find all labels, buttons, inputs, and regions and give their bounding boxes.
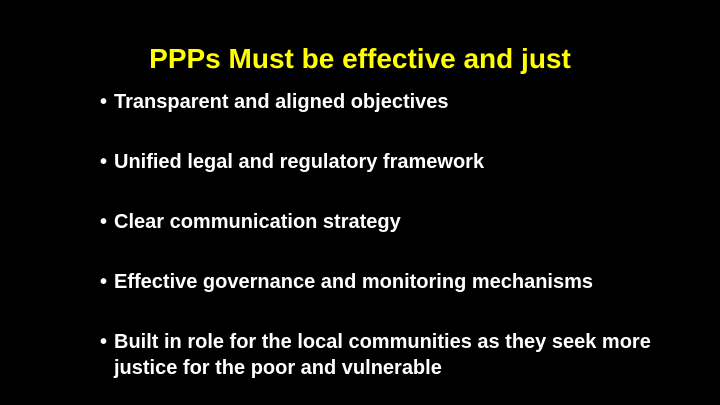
bullet-marker-icon: • [100, 150, 108, 173]
bullet-text: Clear communication strategy [114, 210, 401, 233]
bullet-marker-icon: • [100, 330, 108, 353]
bullet-item [100, 89, 658, 115]
bullet-item [100, 329, 658, 381]
bullet-marker-icon: • [100, 210, 108, 233]
bullet-list [0, 89, 720, 381]
bullet-item [100, 269, 658, 295]
bullet-marker-icon: • [100, 270, 108, 293]
slide-title: PPPs Must be effective and just [149, 43, 571, 74]
bullet-item [100, 209, 658, 235]
bullet-text: Unified legal and regulatory framework [114, 150, 485, 173]
bullet-text: Transparent and aligned objectives [114, 90, 449, 113]
bullet-marker-icon: • [100, 90, 108, 113]
bullet-text: Effective governance and monitoring mechanisms [114, 270, 594, 293]
bullet-item [100, 149, 658, 175]
bullet-text: Built in role for the local communities as they seek more justice for the poor and vulnerable [114, 330, 651, 379]
